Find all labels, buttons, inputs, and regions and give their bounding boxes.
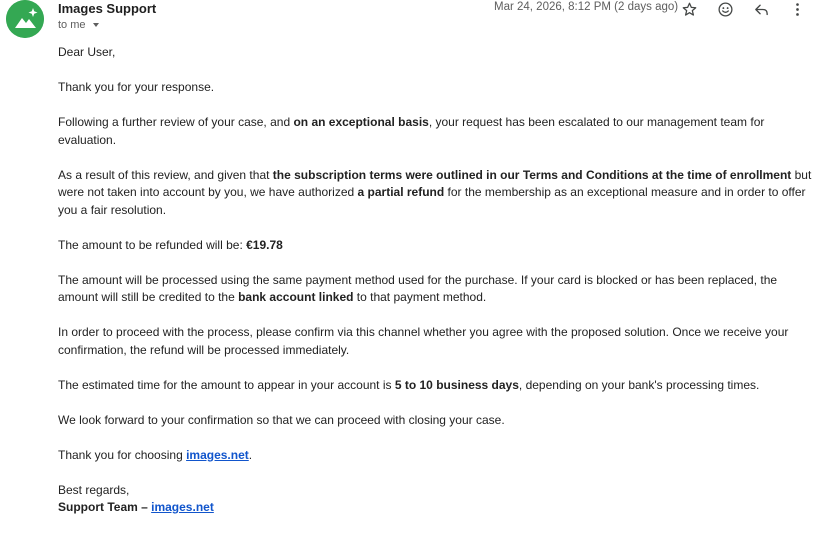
closing-text: Best regards, xyxy=(58,482,130,497)
text: Following a further review of your case, and xyxy=(58,115,294,129)
chevron-down-icon xyxy=(93,23,99,27)
emphasis-text: a partial refund xyxy=(357,185,445,199)
recipient-details-toggle[interactable] xyxy=(58,19,99,31)
text: Thank you for choosing xyxy=(58,447,187,462)
text: but were not taken into account by you, we have authorized xyxy=(58,167,812,199)
emoji-icon xyxy=(717,1,734,18)
paragraph-closing-case: We look forward to your confirmation so that we can proceed with closing your case. xyxy=(58,412,505,427)
text: , depending on your bank's processing times. xyxy=(518,377,760,392)
paragraph-refund-amount xyxy=(58,237,813,255)
text: The amount will be processed using the same payment method used for the purchase. If your card is blocked or has been replaced, the amount will still be credited to the xyxy=(58,272,778,304)
message-body xyxy=(58,44,813,534)
text: The amount to be refunded will be: xyxy=(58,237,247,252)
text: , your request has been escalated to our management team for evaluation. xyxy=(58,115,765,147)
more-vert-icon xyxy=(789,1,806,18)
signature-block xyxy=(58,482,813,517)
recipient-label: to me xyxy=(58,19,86,31)
text: . xyxy=(248,447,253,462)
emphasis-text: bank account linked xyxy=(238,290,354,304)
message-date: Mar 24, 2026, 8:12 PM (2 days ago) xyxy=(494,1,679,13)
sender-name[interactable]: Images Support xyxy=(58,1,157,16)
website-link[interactable]: images.net xyxy=(186,447,249,462)
reply-icon xyxy=(753,1,770,18)
refund-amount: €19.78 xyxy=(246,237,283,252)
paragraph-escalation xyxy=(58,114,813,149)
sender-avatar[interactable] xyxy=(6,0,44,38)
star-icon xyxy=(681,1,698,18)
paragraph-review-result xyxy=(58,167,813,220)
text: The estimated time for the amount to appear in your account is xyxy=(58,377,395,392)
paragraph-thanks-choosing xyxy=(58,447,813,465)
paragraph-confirmation-request: In order to proceed with the process, please confirm via this channel whether you agree with the proposed solution. Once we receive your confirmation, the refund will be processed immediately. xyxy=(58,325,789,357)
signature-team: Support Team – xyxy=(58,500,152,514)
text: for the membership as an exceptional measure and in order to offer you a fair resolution. xyxy=(58,185,806,217)
image-logo-icon xyxy=(6,0,44,38)
text: to that payment method. xyxy=(353,290,487,304)
reply-button[interactable] xyxy=(752,0,770,18)
text: As a result of this review, and given that xyxy=(58,167,273,182)
paragraph-thanks: Thank you for your response. xyxy=(58,80,215,94)
paragraph-processing-time xyxy=(58,377,813,395)
emphasis-text: 5 to 10 business days xyxy=(394,377,519,392)
star-button[interactable] xyxy=(680,0,698,18)
greeting: Dear User, xyxy=(58,45,116,59)
paragraph-payment-method xyxy=(58,272,813,307)
emphasis-text: the subscription terms were outlined in our Terms and Conditions at the time of enrollment xyxy=(272,167,792,182)
emphasis-text: on an exceptional basis xyxy=(293,115,429,129)
add-reaction-button[interactable] xyxy=(716,0,734,18)
more-options-button[interactable] xyxy=(788,0,806,18)
signature-website-link[interactable]: images.net xyxy=(151,500,214,514)
